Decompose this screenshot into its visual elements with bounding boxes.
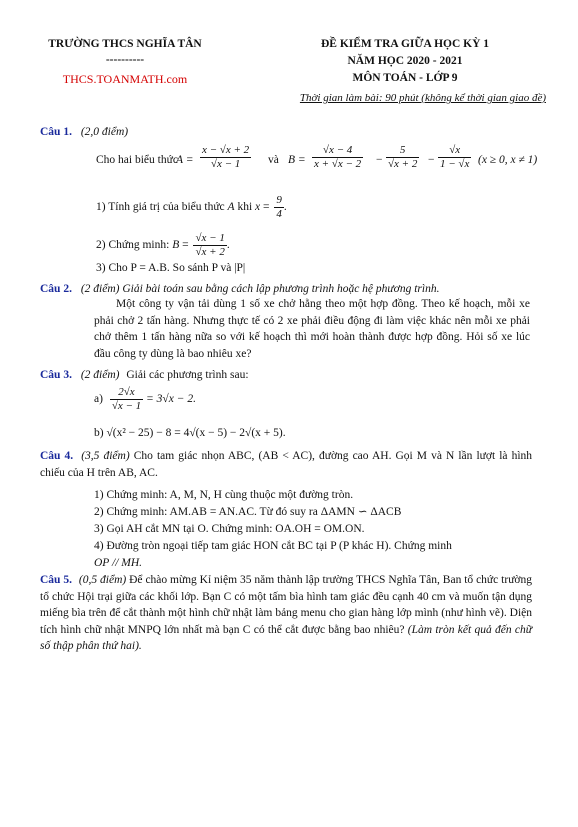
q3-intro: Giải các phương trình sau: [126,369,249,381]
q5-label: Câu 5. [40,574,72,586]
q3-points: (2 điểm) [80,369,120,381]
school-year: NĂM HỌC 2020 - 2021 [347,55,463,67]
q4-part4-cont: OP // MH. [94,557,143,569]
q1-and: và [268,154,279,166]
q3-label: Câu 3. [40,369,72,381]
q1-intro: Cho hai biểu thức [96,154,178,166]
q4-part1: 1) Chứng minh: A, M, N, H cùng thuộc một đường tròn. [94,489,354,501]
q2-label: Câu 2. [40,283,72,295]
q3-heading [40,367,249,383]
q1-part1: 1) Tính giá trị của biểu thức A khi x = $\frac{9}{4}$ . [96,194,287,220]
header-dashes: ---------- [105,54,145,66]
q2-heading [40,281,540,297]
q1-label: Câu 1. [40,126,72,138]
q1-points: (2,0 điểm) [80,126,129,138]
q3-part-a: a) $\frac{2√x}{√x - 1}$ = 3√x − 2. [94,386,196,412]
website-link[interactable]: THCS.TOANMATH.com [62,72,188,86]
exam-title: ĐỀ KIỂM TRA GIỮA HỌC KỲ 1 [320,38,490,50]
q1-formula: A = $\frac{x - √x + 2}{√x - 1}$ và B = $\frac{√x - 4}{x + √x - 2}$ − $\frac{5}{√x + 2}$ − $\frac{√x}{1 - √x}$ (x ≥ 0, x ≠ 1) [176,144,538,170]
q4-part4: 4) Đường tròn ngoại tiếp tam giác HON cắt BC tại P (P khác H). Chứng minh [94,540,452,552]
q3-part-b: b) √(x² − 25) − 8 = 4√(x − 5) − 2√(x + 5). [94,427,286,439]
q5-note: (Làm tròn kết quả đến chữ số thập phân thứ hai). [40,623,533,652]
q1-expressions [96,152,178,168]
q1-heading [40,124,128,140]
q4-points: (3,5 điểm) [81,450,130,462]
q4-intro-block [40,448,532,481]
q2-body: Một công ty vận tải dùng 1 số xe chở hằng theo một hợp đồng. Theo kế hoạch, mỗi xe phải chở 2 tấn hàng. Nhưng thực tế có 2 xe phải điều động đi làm việc khác nên mỗi xe phải chở thêm 1 tấn hàng nữa so với kế hoạch thì mới hoàn thành được hợp đồng. Hỏi số xe lúc đầu công ty dùng là bao nhiêu xe? [94,298,530,360]
q1-part3: 3) Cho P = A.B. So sánh P và |P| [96,262,246,274]
school-name: TRƯỜNG THCS NGHĨA TÂN [48,38,202,50]
subject: MÔN TOÁN - LỚP 9 [352,72,458,84]
q4-label: Câu 4. [40,450,74,462]
q1-condition: (x ≥ 0, x ≠ 1) [478,154,538,166]
q5-points: (0,5 điểm) [78,574,127,586]
q2-title: (2 điểm) Giải bài toán sau bằng cách lập phương trình hoặc hệ phương trình. [80,283,440,295]
q4-part2: 2) Chứng minh: AM.AB = AN.AC. Từ đó suy ra ΔAMN ∽ ΔACB [94,506,402,518]
exam-time: Thời gian làm bài: 90 phút (không kể thời gian giao đề) [299,92,546,104]
q4-intro: Cho tam giác nhọn ABC, (AB < AC), đường cao AH. Gọi M và N lần lượt là hình chiếu của H trên AB, AC. [40,450,533,479]
q1-part2: 2) Chứng minh: B = $\frac{√x - 1}{√x + 2}$ . [96,232,230,258]
q4-part3: 3) Gọi AH cắt MN tại O. Chứng minh: OA.OH = OM.ON. [94,523,365,535]
q5-body: Để chào mừng Kỉ niệm 35 năm thành lập trường THCS Nghĩa Tân, Ban tổ chức trường tổ chức Hội trại giữa các khối lớp. Bạn C có một tấm bìa hình tam giác đều cạnh 40 cm và muốn tận dụng miếng bìa trên để cắt thành một hình chữ nhật làm bảng menu cho gian hàng lớp mình (như hình vẽ). Diện tích hình chữ nhật MNPQ lớn nhất mà bạn C có thể cắt được bằng bao nhiêu? [40,574,533,636]
q5-block [40,572,532,655]
